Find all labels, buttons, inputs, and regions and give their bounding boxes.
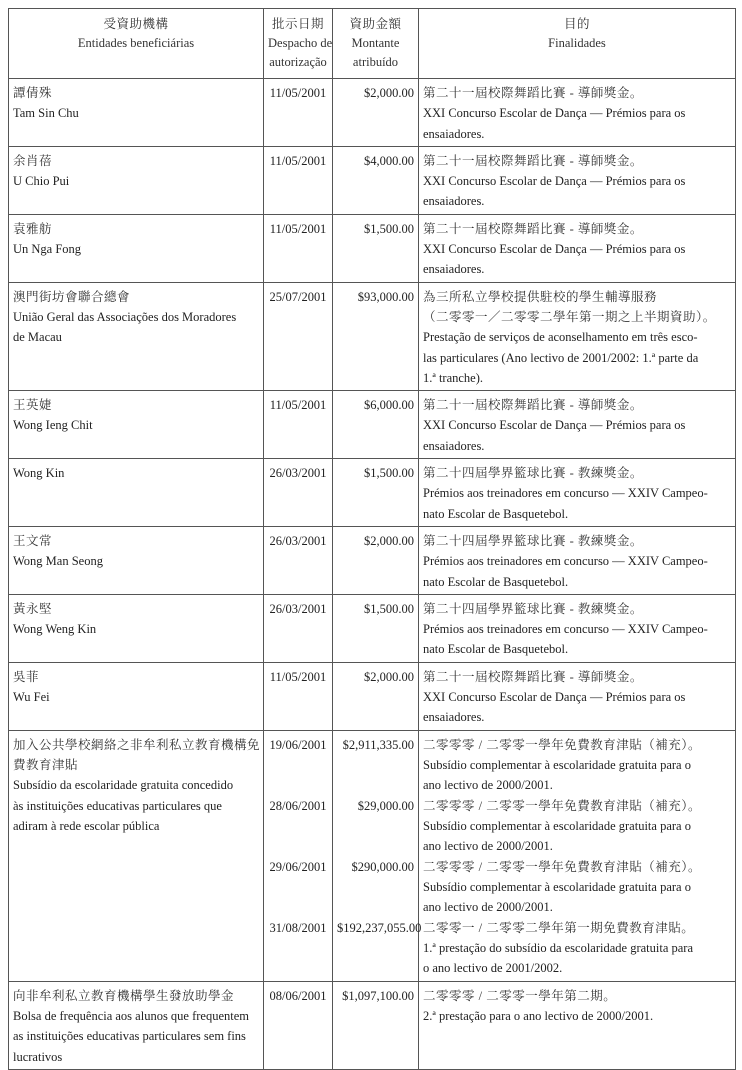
- purpose-entry: [423, 219, 731, 280]
- amount-value: $6,000.00: [364, 398, 414, 413]
- header-purpose-pt: Finalidades: [548, 36, 606, 50]
- authorization-date: 08/06/2001: [269, 988, 327, 1003]
- purpose-entry: [423, 796, 731, 857]
- date-entry: [268, 735, 328, 796]
- date-cell: [264, 730, 333, 981]
- amount-cell: [333, 214, 419, 282]
- amount-entry: [337, 287, 414, 307]
- header-amount-pt2: atribuído: [352, 55, 399, 69]
- purpose-line: ensaiadores.: [423, 262, 485, 277]
- amount-value: $93,000.00: [357, 289, 414, 304]
- amount-entry: [337, 857, 414, 918]
- amount-entry: [337, 599, 414, 619]
- purpose-cell: [419, 391, 736, 459]
- amount-value: $2,000.00: [364, 669, 414, 684]
- purpose-line: ensaiadores.: [423, 710, 485, 725]
- purpose-cell: [419, 214, 736, 282]
- table-row: [9, 981, 736, 1069]
- purpose-entry: [423, 395, 731, 456]
- purpose-line: ano lectivo de 2000/2001.: [423, 778, 553, 793]
- purpose-cell: [419, 79, 736, 147]
- amount-value: $1,097,100.00: [342, 988, 414, 1003]
- entity-name-line: União Geral das Associações dos Moradores: [13, 309, 237, 324]
- purpose-cell: [419, 459, 736, 527]
- amount-value: $290,000.00: [351, 859, 414, 874]
- purpose-line: Subsídio complementar à escolaridade gratuita para o: [423, 879, 691, 894]
- purpose-line: 為三所私立學校提供駐校的學生輔導服務: [423, 289, 658, 304]
- header-amount: [333, 9, 419, 79]
- table-row: [9, 79, 736, 147]
- purpose-entry: [423, 83, 731, 144]
- amount-entry: [337, 463, 414, 483]
- purpose-line: las particulares (Ano lectivo de 2001/2002: 1.ª parte da: [423, 350, 699, 365]
- header-purpose: [419, 9, 736, 79]
- entity-cell: [9, 459, 264, 527]
- entity-cell: [9, 662, 264, 730]
- purpose-line: （二零零一／二零零二學年第一期之上半期資助）。: [423, 309, 716, 324]
- date-entry: [268, 219, 328, 239]
- entity-cell: [9, 730, 264, 981]
- date-cell: [264, 526, 333, 594]
- purpose-entry: [423, 735, 731, 796]
- header-amount-pt: Montante: [351, 36, 400, 50]
- purpose-line: nato Escolar de Basquetebol.: [423, 574, 569, 589]
- entity-name-line: 加入公共學校網絡之非牟利私立教育機構免: [13, 737, 261, 752]
- header-amount-zh: 資助金額: [349, 17, 402, 31]
- header-date-pt2: autorização: [269, 55, 327, 69]
- table-row: [9, 730, 736, 981]
- amount-entry: [337, 531, 414, 551]
- amount-value: $1,500.00: [364, 466, 414, 481]
- entity-cell: [9, 391, 264, 459]
- authorization-date: 11/05/2001: [269, 221, 327, 236]
- date-entry: [268, 531, 328, 551]
- entity-cell: [9, 282, 264, 390]
- entity-name-line: as instituições educativas particulares sem fins: [13, 1029, 246, 1044]
- amount-value: $2,000.00: [364, 533, 414, 548]
- date-cell: [264, 146, 333, 214]
- date-entry: [268, 151, 328, 171]
- authorization-date: 11/05/2001: [269, 398, 327, 413]
- date-cell: [264, 594, 333, 662]
- purpose-line: ensaiadores.: [423, 438, 485, 453]
- header-date-pt: Despacho de: [268, 36, 333, 50]
- purpose-line: o ano lectivo de 2001/2002.: [423, 961, 563, 976]
- purpose-cell: [419, 594, 736, 662]
- amount-cell: [333, 79, 419, 147]
- purpose-line: XXI Concurso Escolar de Dança — Prémios para os: [423, 242, 686, 257]
- purpose-line: 第二十一屆校際舞蹈比賽 - 導師獎金。: [423, 86, 643, 100]
- date-cell: [264, 214, 333, 282]
- entity-name-line: Subsídio da escolaridade gratuita concedido: [13, 778, 234, 793]
- purpose-line: XXI Concurso Escolar de Dança — Prémios para os: [423, 690, 686, 705]
- amount-value: $2,000.00: [364, 86, 414, 100]
- purpose-line: 第二十四屆學界籃球比賽 - 教練獎金。: [423, 533, 643, 548]
- header-entity-zh: 受資助機構: [103, 17, 169, 31]
- amount-value: $2,911,335.00: [342, 737, 414, 752]
- purpose-cell: [419, 981, 736, 1069]
- amount-value: $29,000.00: [357, 798, 414, 813]
- date-cell: [264, 662, 333, 730]
- purpose-line: 2.ª prestação para o ano lectivo de 2000/2001.: [423, 1008, 654, 1023]
- entity-name-line: 王文常: [13, 533, 53, 548]
- entity-cell: [9, 526, 264, 594]
- purpose-line: Prémios aos treinadores em concurso — XXIV Campeo-: [423, 554, 708, 569]
- authorization-date: 25/07/2001: [269, 289, 327, 304]
- entity-name-line: Wong Kin: [13, 466, 65, 481]
- amount-entry: [337, 735, 414, 796]
- amount-entry: [337, 667, 414, 687]
- entity-name-line: Tam Sin Chu: [13, 106, 79, 121]
- table-row: [9, 391, 736, 459]
- amount-value: $4,000.00: [364, 153, 414, 168]
- authorization-date: 31/08/2001: [269, 920, 327, 935]
- entity-cell: [9, 214, 264, 282]
- entity-name-line: adiram à rede escolar pública: [13, 818, 160, 833]
- amount-cell: [333, 594, 419, 662]
- purpose-entry: [423, 531, 731, 592]
- amount-entry: [337, 395, 414, 415]
- purpose-line: 二零零零 / 二零零一學年免費教育津貼（補充）。: [423, 859, 701, 874]
- entity-name-line: Wong Ieng Chit: [13, 418, 93, 433]
- amount-value: $1,500.00: [364, 221, 414, 236]
- purpose-cell: [419, 282, 736, 390]
- amount-value: $192,237,055.00: [337, 920, 422, 935]
- purpose-line: ano lectivo de 2000/2001.: [423, 900, 553, 915]
- entity-name-line: 澳門街坊會聯合總會: [13, 289, 131, 304]
- purpose-line: 第二十四屆學界籃球比賽 - 教練獎金。: [423, 466, 643, 481]
- header-date: [264, 9, 333, 79]
- purpose-line: 1.ª prestação do subsídio da escolaridade gratuita para: [423, 940, 694, 955]
- header-entity-pt: Entidades beneficiárias: [77, 36, 195, 50]
- purpose-entry: [423, 599, 731, 660]
- date-entry: [268, 918, 328, 979]
- amount-entry: [337, 986, 414, 1006]
- entity-name-line: Un Nga Fong: [13, 242, 82, 257]
- entity-cell: [9, 79, 264, 147]
- purpose-cell: [419, 526, 736, 594]
- entity-name-line: 向非牟利私立教育機構學生發放助學金: [13, 988, 235, 1003]
- date-entry: [268, 463, 328, 483]
- purpose-line: 第二十一屆校際舞蹈比賽 - 導師獎金。: [423, 398, 643, 413]
- purpose-line: XXI Concurso Escolar de Dança — Prémios para os: [423, 174, 686, 189]
- purpose-line: nato Escolar de Basquetebol.: [423, 506, 569, 521]
- entity-name-line: 吳菲: [13, 669, 40, 684]
- amount-cell: [333, 981, 419, 1069]
- table-row: [9, 282, 736, 390]
- purpose-entry: [423, 857, 731, 918]
- purpose-cell: [419, 730, 736, 981]
- entity-cell: [9, 594, 264, 662]
- amount-value: $1,500.00: [364, 601, 414, 616]
- purpose-line: Prémios aos treinadores em concurso — XXIV Campeo-: [423, 622, 708, 637]
- date-entry: [268, 599, 328, 619]
- amount-entry: [337, 219, 414, 239]
- amount-cell: [333, 282, 419, 390]
- date-entry: [268, 857, 328, 918]
- amount-entry: [337, 151, 414, 171]
- purpose-line: 第二十一屆校際舞蹈比賽 - 導師獎金。: [423, 153, 643, 168]
- date-entry: [268, 667, 328, 687]
- authorization-date: 19/06/2001: [269, 737, 327, 752]
- purpose-line: ano lectivo de 2000/2001.: [423, 839, 553, 854]
- purpose-cell: [419, 662, 736, 730]
- authorization-date: 11/05/2001: [269, 86, 327, 100]
- authorization-date: 29/06/2001: [269, 859, 327, 874]
- header-date-zh: 批示日期: [271, 17, 324, 31]
- authorization-date: 26/03/2001: [269, 601, 327, 616]
- date-cell: [264, 981, 333, 1069]
- amount-cell: [333, 146, 419, 214]
- purpose-entry: [423, 151, 731, 212]
- date-entry: [268, 395, 328, 415]
- table-row: [9, 662, 736, 730]
- entity-name-line: 袁雅舫: [13, 221, 53, 236]
- date-cell: [264, 391, 333, 459]
- authorization-date: 11/05/2001: [269, 153, 327, 168]
- date-entry: [268, 986, 328, 1006]
- date-entry: [268, 287, 328, 307]
- entity-name-line: às instituições educativas particulares que: [13, 798, 222, 813]
- purpose-line: 二零零一 / 二零零二學年第一期免費教育津貼。: [423, 920, 695, 935]
- purpose-entry: [423, 918, 731, 979]
- entity-name-line: 王英婕: [13, 398, 53, 413]
- entity-name-line: 黃永堅: [13, 601, 53, 616]
- amount-cell: [333, 391, 419, 459]
- purpose-line: XXI Concurso Escolar de Dança — Prémios para os: [423, 418, 686, 433]
- purpose-line: Subsídio complementar à escolaridade gratuita para o: [423, 818, 691, 833]
- purpose-line: XXI Concurso Escolar de Dança — Prémios para os: [423, 106, 686, 121]
- authorization-date: 26/03/2001: [269, 466, 327, 481]
- purpose-entry: [423, 287, 731, 388]
- date-cell: [264, 282, 333, 390]
- amount-cell: [333, 730, 422, 981]
- amount-cell: [333, 526, 419, 594]
- entity-name-line: Wong Weng Kin: [13, 622, 97, 637]
- entity-cell: [9, 981, 264, 1069]
- purpose-line: 第二十一屆校際舞蹈比賽 - 導師獎金。: [423, 221, 643, 236]
- date-cell: [264, 79, 333, 147]
- date-cell: [264, 459, 333, 527]
- purpose-line: ensaiadores.: [423, 194, 485, 209]
- purpose-entry: [423, 986, 731, 1027]
- date-entry: [268, 796, 328, 857]
- header-purpose-zh: 目的: [563, 17, 590, 31]
- subsidy-table: [8, 8, 736, 1070]
- purpose-line: 第二十一屆校際舞蹈比賽 - 導師獎金。: [423, 669, 643, 684]
- table-row: [9, 594, 736, 662]
- entity-name-line: 余肖蓓: [13, 153, 53, 168]
- table-row: [9, 459, 736, 527]
- amount-cell: [333, 662, 419, 730]
- purpose-line: Prémios aos treinadores em concurso — XXIV Campeo-: [423, 486, 708, 501]
- entity-name-line: 譚倩殊: [13, 86, 53, 100]
- amount-entry: [337, 918, 422, 979]
- entity-name-line: Wu Fei: [13, 690, 50, 705]
- entity-name-line: lucrativos: [13, 1049, 63, 1064]
- purpose-line: 第二十四屆學界籃球比賽 - 教練獎金。: [423, 601, 643, 616]
- entity-name-line: U Chio Pui: [13, 174, 70, 189]
- purpose-entry: [423, 463, 731, 524]
- purpose-line: 二零零零 / 二零零一學年免費教育津貼（補充）。: [423, 798, 701, 813]
- purpose-line: nato Escolar de Basquetebol.: [423, 642, 569, 657]
- header-entity: [9, 9, 264, 79]
- authorization-date: 11/05/2001: [269, 669, 327, 684]
- entity-name-line: Wong Man Seong: [13, 554, 103, 569]
- purpose-cell: [419, 146, 736, 214]
- table-row: [9, 146, 736, 214]
- amount-entry: [337, 83, 414, 103]
- purpose-line: 二零零零 / 二零零一學年免費教育津貼（補充）。: [423, 737, 701, 752]
- purpose-line: Prestação de serviços de aconselhamento em três esco-: [423, 330, 698, 345]
- authorization-date: 28/06/2001: [269, 798, 327, 813]
- table-row: [9, 214, 736, 282]
- entity-name-line: 費教育津貼: [13, 757, 79, 772]
- entity-name-line: de Macau: [13, 330, 62, 345]
- entity-name-line: Bolsa de frequência aos alunos que frequentem: [13, 1008, 250, 1023]
- purpose-line: 1.ª tranche).: [423, 370, 484, 385]
- authorization-date: 26/03/2001: [269, 533, 327, 548]
- purpose-line: ensaiadores.: [423, 126, 485, 141]
- purpose-line: Subsídio complementar à escolaridade gratuita para o: [423, 757, 691, 772]
- table-row: [9, 526, 736, 594]
- purpose-line: 二零零零 / 二零零一學年第二期。: [423, 988, 617, 1003]
- date-entry: [268, 83, 328, 103]
- purpose-entry: [423, 667, 731, 728]
- entity-cell: [9, 146, 264, 214]
- amount-cell: [333, 459, 419, 527]
- table-header: [9, 9, 736, 79]
- amount-entry: [337, 796, 414, 857]
